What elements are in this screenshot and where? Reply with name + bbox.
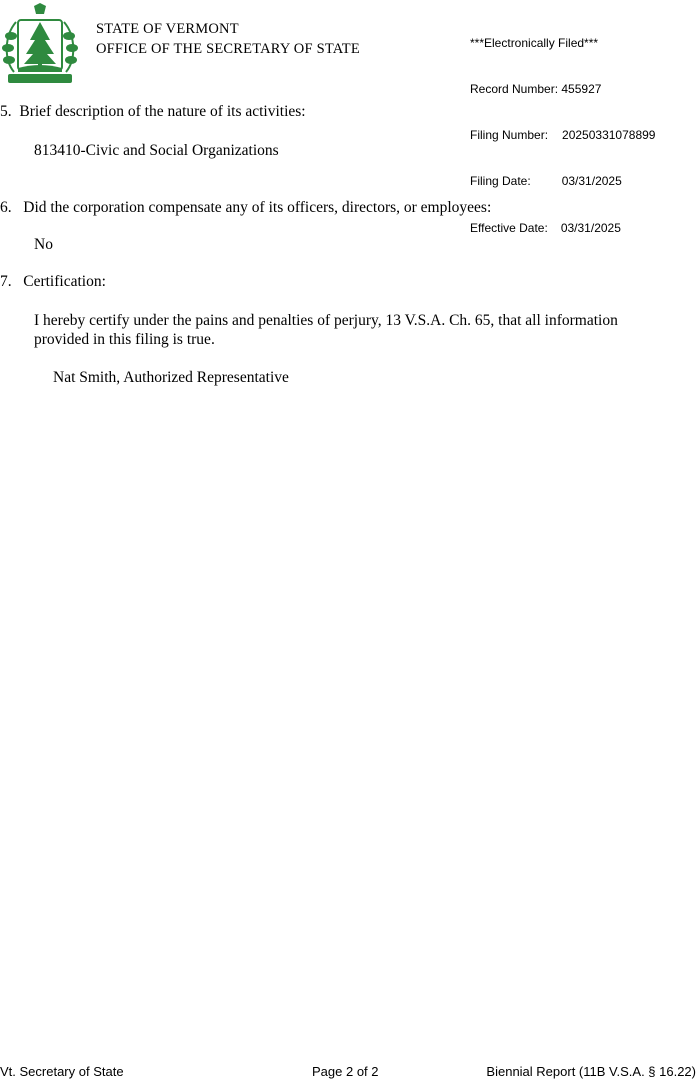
agency-office-line: OFFICE OF THE SECRETARY OF STATE bbox=[96, 41, 360, 57]
footer-page-number: Page 2 of 2 bbox=[312, 1064, 379, 1079]
footer-report-type: Biennial Report (11B V.S.A. § 16.22) bbox=[486, 1064, 696, 1079]
section-7-question bbox=[0, 272, 106, 292]
section-5-answer: 813410-Civic and Social Organizations bbox=[34, 142, 279, 159]
question-text: Certification: bbox=[23, 273, 106, 290]
agency-name bbox=[96, 19, 360, 59]
filing-stamp bbox=[470, 5, 655, 252]
filing-date-value: 03/31/2025 bbox=[561, 174, 622, 189]
record-number-value: 455927 bbox=[561, 82, 602, 97]
signature-line: Nat Smith, Authorized Representative bbox=[53, 369, 289, 386]
filing-date-row bbox=[470, 174, 655, 189]
section-number: 5. bbox=[0, 103, 12, 120]
record-number-row bbox=[470, 82, 655, 97]
section-6-question bbox=[0, 198, 491, 218]
filed-banner: ***Electronically Filed*** bbox=[470, 35, 599, 50]
section-number: 7. bbox=[0, 273, 12, 290]
effective-date-row bbox=[470, 221, 655, 236]
section-number: 6. bbox=[0, 199, 12, 216]
record-number-label: Record Number: bbox=[470, 82, 559, 97]
section-5-question bbox=[0, 102, 306, 122]
filing-number-value: 20250331078899 bbox=[562, 128, 656, 143]
filing-number-row bbox=[470, 128, 655, 143]
question-text: Did the corporation compensate any of its officers, directors, or employees: bbox=[23, 199, 492, 216]
question-text: Brief description of the nature of its activities: bbox=[19, 103, 306, 120]
footer-agency: Vt. Secretary of State bbox=[0, 1064, 124, 1079]
vermont-seal-icon bbox=[0, 2, 80, 88]
filing-number-label: Filing Number: bbox=[470, 128, 549, 143]
certification-text-line-1: I hereby certify under the pains and penalties of perjury, 13 V.S.A. Ch. 65, that all information bbox=[34, 312, 618, 329]
section-6-answer: No bbox=[34, 236, 53, 253]
filing-date-label: Filing Date: bbox=[470, 174, 531, 189]
effective-date-label: Effective Date: bbox=[470, 220, 548, 235]
agency-state-line: STATE OF VERMONT bbox=[96, 21, 239, 37]
certification-text-line-2: provided in this filing is true. bbox=[34, 331, 215, 348]
effective-date-value: 03/31/2025 bbox=[560, 220, 621, 235]
